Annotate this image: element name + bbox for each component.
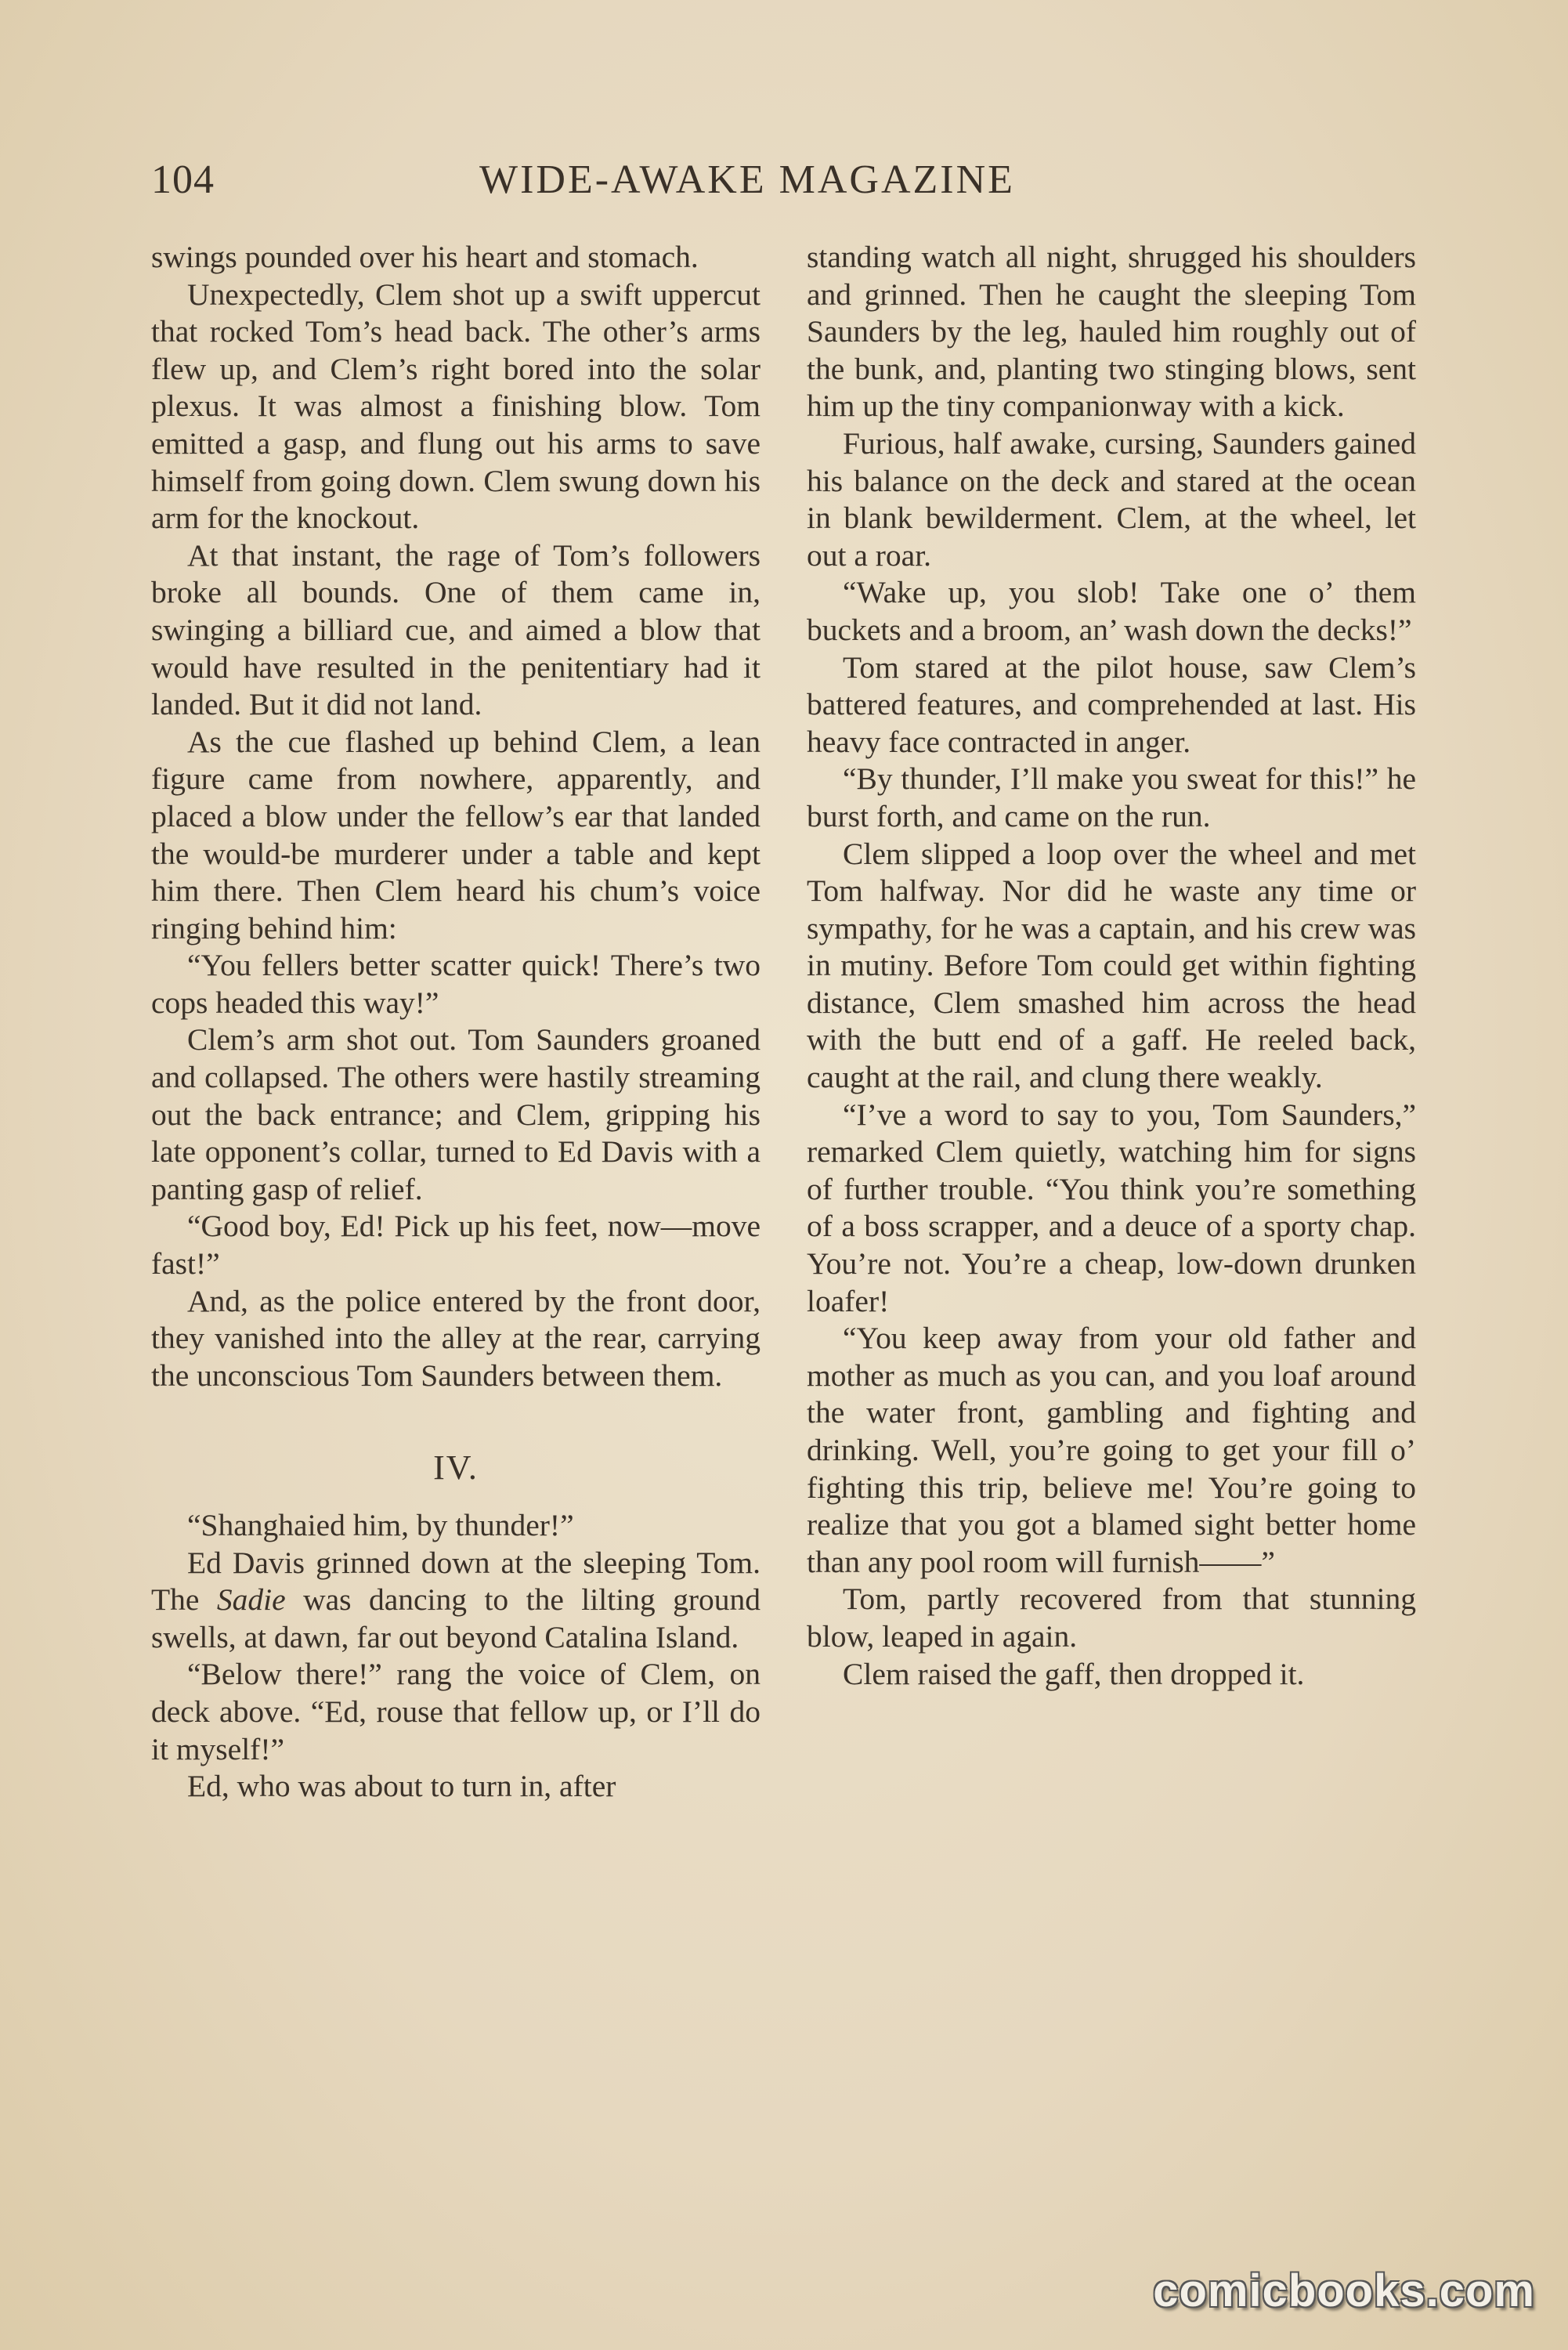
paragraph: Clem slipped a loop over the wheel and met Tom halfway. Nor did he waste any time or sympathy, for he was a captain, and his crew was in mutiny. Before Tom could get within fighting distance, Clem smashed him across the head with the butt end of a gaff. He reeled back, caught at the rail, and clung there weakly. <box>807 836 1416 1095</box>
paragraph <box>151 1545 761 1657</box>
text-run: Ed Davis grinned down at the sleeping Tom. The <box>151 1545 761 1618</box>
paragraph: standing watch all night, shrugged his shoulders and grinned. Then he caught the sleeping Tom Saunders by the leg, hauled him roughly out of the bunk, and, planting two stinging blows, sent him up the tiny companionway with a kick. <box>807 240 1416 424</box>
paragraph: “Below there!” rang the voice of Clem, on deck above. “Ed, rouse that fellow up, or I’ll do it myself!” <box>151 1657 761 1766</box>
watermark-logo: comicbooks.com <box>1153 2265 1535 2316</box>
paragraph: “Good boy, Ed! Pick up his feet, now—move fast!” <box>151 1209 761 1282</box>
ship-name: Sadie <box>216 1582 286 1618</box>
paragraph: Furious, half awake, cursing, Saunders gained his balance on the deck and stared at the ocean in blank bewilderment. Clem, at the wheel, let out a roar. <box>807 425 1416 573</box>
paragraph: Ed, who was about to turn in, after <box>187 1769 616 1804</box>
paragraph: “Shanghaied him, by thunder!” <box>187 1508 574 1542</box>
paragraph: “I’ve a word to say to you, Tom Saunders,” remarked Clem quietly, watching him for signs of further trouble. “You think you’re something of a boss scrapper, and a deuce of a sporty chap. You’re not. You’re a cheap, low-down drunken loafer! <box>807 1097 1416 1318</box>
text-run: was dancing to the lilting ground swells, at dawn, far out beyond Catalina Island. <box>151 1582 761 1654</box>
paragraph: “By thunder, I’ll make you sweat for this!” he burst forth, and came on the run. <box>807 761 1416 833</box>
paragraph: “You fellers better scatter quick! There’s two cops headed this way!” <box>151 948 761 1020</box>
paragraph: Clem’s arm shot out. Tom Saunders groaned and collapsed. The others were hastily streaming out the back entrance; and Clem, gripping his late opponent’s collar, turned to Ed Davis with a panting gasp of relief. <box>151 1022 761 1206</box>
running-head: WIDE-AWAKE MAGAZINE <box>479 157 1015 202</box>
paragraph: At that instant, the rage of Tom’s followers broke all bounds. One of them came in, swinging a billiard cue, and aimed a blow that would have resulted in the penitentiary had it landed. But it did not land. <box>151 537 761 722</box>
paragraph: Tom stared at the pilot house, saw Clem’s battered features, and comprehended at last. His heavy face contracted in anger. <box>807 649 1416 759</box>
paragraph: And, as the police entered by the front door, they vanished into the alley at the rear, carrying the unconscious Tom Saunders between them. <box>151 1283 761 1393</box>
paragraph: As the cue flashed up behind Clem, a lean figure came from nowhere, apparently, and placed a blow under the fellow’s ear that landed the would-be murderer under a table and kept him there. Then Clem heard his chum’s voice ringing behind him: <box>151 724 761 945</box>
left-column <box>151 239 761 1806</box>
paragraph: Tom, partly recovered from that stunning blow, leaped in again. <box>807 1582 1416 1654</box>
paragraph: Unexpectedly, Clem shot up a swift uppercut that rocked Tom’s head back. The other’s arms flew up, and Clem’s right bored into the solar plexus. It was almost a finishing blow. Tom emitted a gasp, and flung out his arms to save himself from going down. Clem swung down his arm for the knockout. <box>151 277 761 536</box>
paragraph: “Wake up, you slob! Take one o’ them buckets and a broom, an’ wash down the decks!” <box>807 575 1416 647</box>
paragraph: “You keep away from your old father and mother as much as you can, and you loaf around the water front, gambling and fighting and drinking. Well, you’re going to get your fill o’ fighting this trip, believe me! You’re going to realize that you got a blamed sight better home than any pool room will furnish——” <box>807 1321 1416 1579</box>
right-column <box>807 239 1416 1693</box>
paragraph: Clem raised the gaff, then dropped it. <box>843 1656 1305 1691</box>
section-heading: IV. <box>433 1448 479 1488</box>
page-number: 104 <box>151 157 215 202</box>
paragraph: swings pounded over his heart and stomach. <box>151 240 699 274</box>
